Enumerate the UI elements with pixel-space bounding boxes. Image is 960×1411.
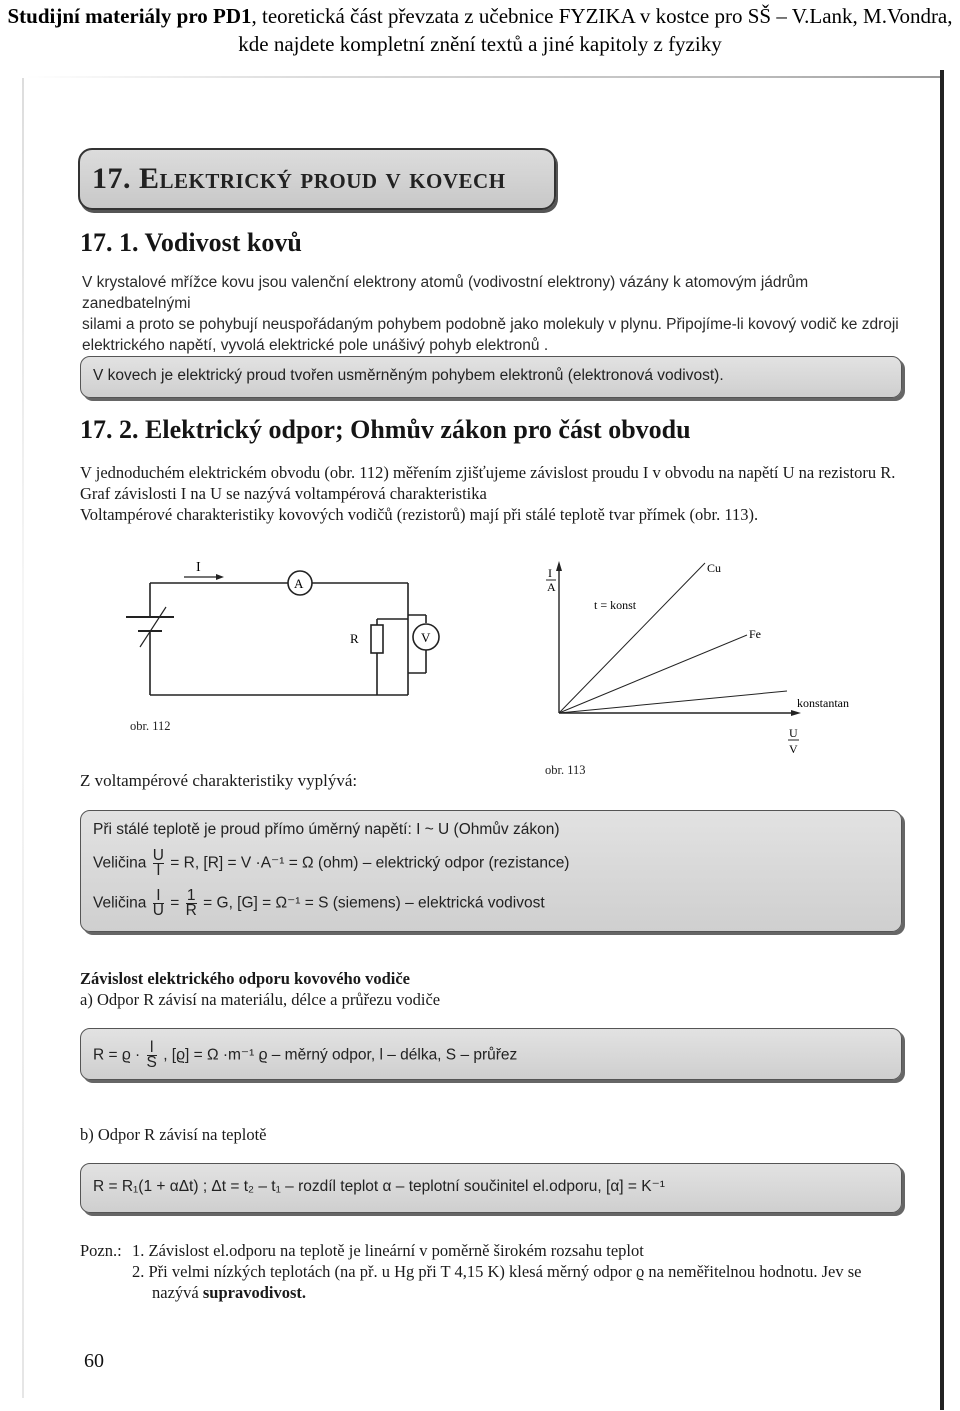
scan-right-edge [940, 70, 944, 1410]
line-fe [559, 635, 747, 713]
note-row-2 [80, 1261, 920, 1282]
resistivity-formula-box [80, 1028, 902, 1080]
header-rest: , teoretická část převzata z učebnice FYZIKA v kostce pro SŠ – V.Lank, M.Vondra, [251, 4, 953, 28]
note-2: 2. Při velmi nízkých teplotách (na př. u Hg při T 4,15 K) klesá měrný odpor ϱ na neměřitelnou hodnotu. Jev se [132, 1262, 862, 1281]
paragraph-line [80, 483, 920, 504]
resistivity-formula [93, 1041, 517, 1070]
note-2-prefix: nazývá [152, 1283, 203, 1302]
current-arrow-head [216, 574, 224, 580]
section-2-title: 17. 2. Elektrický odpor; Ohmův zákon pro část obvodu [80, 415, 691, 444]
resistance-prefix: Veličina [93, 854, 147, 872]
resistor-symbol [371, 625, 383, 653]
x-axis-label-den: V [789, 742, 798, 756]
notes-section [80, 1240, 920, 1303]
current-label: I [196, 560, 201, 575]
chapter-title: 17. Elektrický proud v kovech [92, 162, 506, 195]
temperature-condition: t = konst [594, 598, 637, 612]
conductance-definition: Veličina $\frac{I}{U}$ = $\frac{1}{R}$ = G, [G] = Ω⁻¹ = S (siemens) – elektrická vodivost [93, 887, 545, 919]
fraction-numerator: l [147, 1041, 157, 1056]
figure-113-caption: obr. 113 [545, 763, 586, 777]
figure-112-caption: obr. 112 [130, 719, 171, 733]
fraction-i-over-u [153, 889, 164, 918]
resistance-rest: = R, [R] = V ·A⁻¹ = Ω (ohm) – elektrický odpor (rezistance) [170, 854, 570, 872]
header-line-1 [0, 2, 960, 30]
chapter-title-box [78, 148, 556, 210]
conductance-prefix: Veličina [93, 894, 147, 912]
dependence-section [80, 968, 920, 1010]
section-1-title: 17. 1. Vodivost kovů [80, 228, 302, 257]
y-axis-label-den: A [547, 580, 556, 594]
conductance-rest: = G, [G] = Ω⁻¹ = S (siemens) – elektrická vodivost [203, 894, 545, 912]
fraction-numerator: U [152, 847, 164, 864]
series-label-fe: Fe [749, 627, 761, 641]
fraction-denominator: R [185, 902, 197, 919]
ammeter-label: A [294, 576, 304, 591]
line-konstantan [559, 691, 787, 713]
fraction-u-over-i [153, 849, 164, 878]
fraction-l-over-s [147, 1041, 157, 1070]
document-header [0, 2, 960, 58]
paragraph-line: elektrického napětí, vyvolá elektrické pole unášivý pohyb elektronů . [82, 337, 549, 354]
dependence-a: a) Odpor R závisí na materiálu, délce a průřezu vodiče [80, 990, 441, 1009]
line-cu [559, 563, 705, 713]
fraction-numerator: 1 [186, 887, 196, 904]
note-2-continuation [152, 1282, 306, 1303]
fraction-numerator: I [153, 889, 164, 904]
resistance-definition [93, 849, 569, 878]
page-number: 60 [84, 1350, 104, 1372]
dependence-b: b) Odpor R závisí na teplotě [80, 1125, 267, 1144]
circuit-diagram [110, 555, 530, 740]
fraction-1-over-r [186, 889, 197, 918]
va-definition-line: Graf závislosti I na U se nazývá voltampérová charakteristika [80, 484, 487, 503]
paragraph-line: silami a proto se pohybují neuspořádaným pohybem podobně jako molekuly v plynu. Připojíme-li kovový vodič ke zdroji [82, 316, 899, 333]
voltmeter-label: V [421, 630, 431, 645]
supravodivost-term: supravodivost. [202, 1283, 307, 1302]
formula-prefix: R = ϱ · [93, 1046, 141, 1064]
note-1: 1. Závislost el.odporu na teplotě je lineární v poměrně širokém rozsahu teplot [132, 1241, 644, 1260]
fraction-denominator: U [152, 902, 164, 919]
battery-variable-arrow [140, 607, 166, 647]
scan-left-edge [22, 78, 24, 1398]
header-line-2: kde najdete kompletní znění textů a jiné kapitoly z fyziky [238, 32, 722, 56]
paragraph-line: V jednoduchém elektrickém obvodu (obr. 112) měřením zjišťujeme závislost proudu I v obvodu na napětí U na rezistoru R. [80, 463, 896, 482]
formula-rest: , [ϱ] = Ω ·m⁻¹ ϱ – měrný odpor, l – délka, S – průřez [163, 1046, 518, 1064]
notes-label: Pozn.: [80, 1241, 122, 1260]
x-axis-label-num: U [789, 726, 798, 740]
conclusion-text: Z voltampérové charakteristiky vyplývá: [80, 771, 358, 790]
note-row-1 [80, 1240, 920, 1261]
ohms-law-statement: Při stálé teplotě je proud přímo úměrný napětí: I ~ U (Ohmův zákon) [93, 821, 560, 838]
temperature-formula-box [80, 1163, 902, 1213]
note-row-3 [80, 1282, 920, 1303]
paragraph-line: Voltampérové charakteristiky kovových vodičů (rezistorů) mají při stálé teplotě tvar přímek (obr. 113). [80, 505, 759, 524]
x-axis-arrow [791, 710, 801, 716]
paragraph-line: V krystalové mřížce kovu jsou valenční elektrony atomů (vodivostní elektrony) vázány k atomovým jádrům zanedbatelnými [82, 274, 809, 312]
section-2-paragraph [80, 462, 920, 525]
ohms-law-box [80, 810, 902, 932]
electron-conduction-text: V kovech je elektrický proud tvořen usměrněným pohybem elektronů (elektronová vodivost). [93, 367, 724, 384]
y-axis-arrow [556, 561, 562, 571]
resistor-label: R [350, 631, 359, 646]
fraction-denominator: S [146, 1054, 157, 1071]
scan-top-edge [25, 76, 940, 78]
section-1-paragraph [82, 272, 912, 356]
electron-conduction-box [80, 356, 902, 398]
series-label-konstantan: konstantan [797, 696, 849, 710]
temperature-formula: R = R₁(1 + αΔt) ; Δt = t₂ – t₁ – rozdíl teplot α – teplotní součinitel el.odporu, [α] = K⁻¹ [93, 1178, 665, 1195]
va-characteristic-graph [535, 555, 880, 765]
series-label-cu: Cu [707, 561, 722, 575]
dependence-title: Závislost elektrického odporu kovového vodiče [80, 969, 411, 988]
header-bold: Studijní materiály pro PD1 [7, 4, 252, 28]
fraction-denominator: I [156, 862, 161, 879]
y-axis-label-num: I [548, 566, 552, 580]
